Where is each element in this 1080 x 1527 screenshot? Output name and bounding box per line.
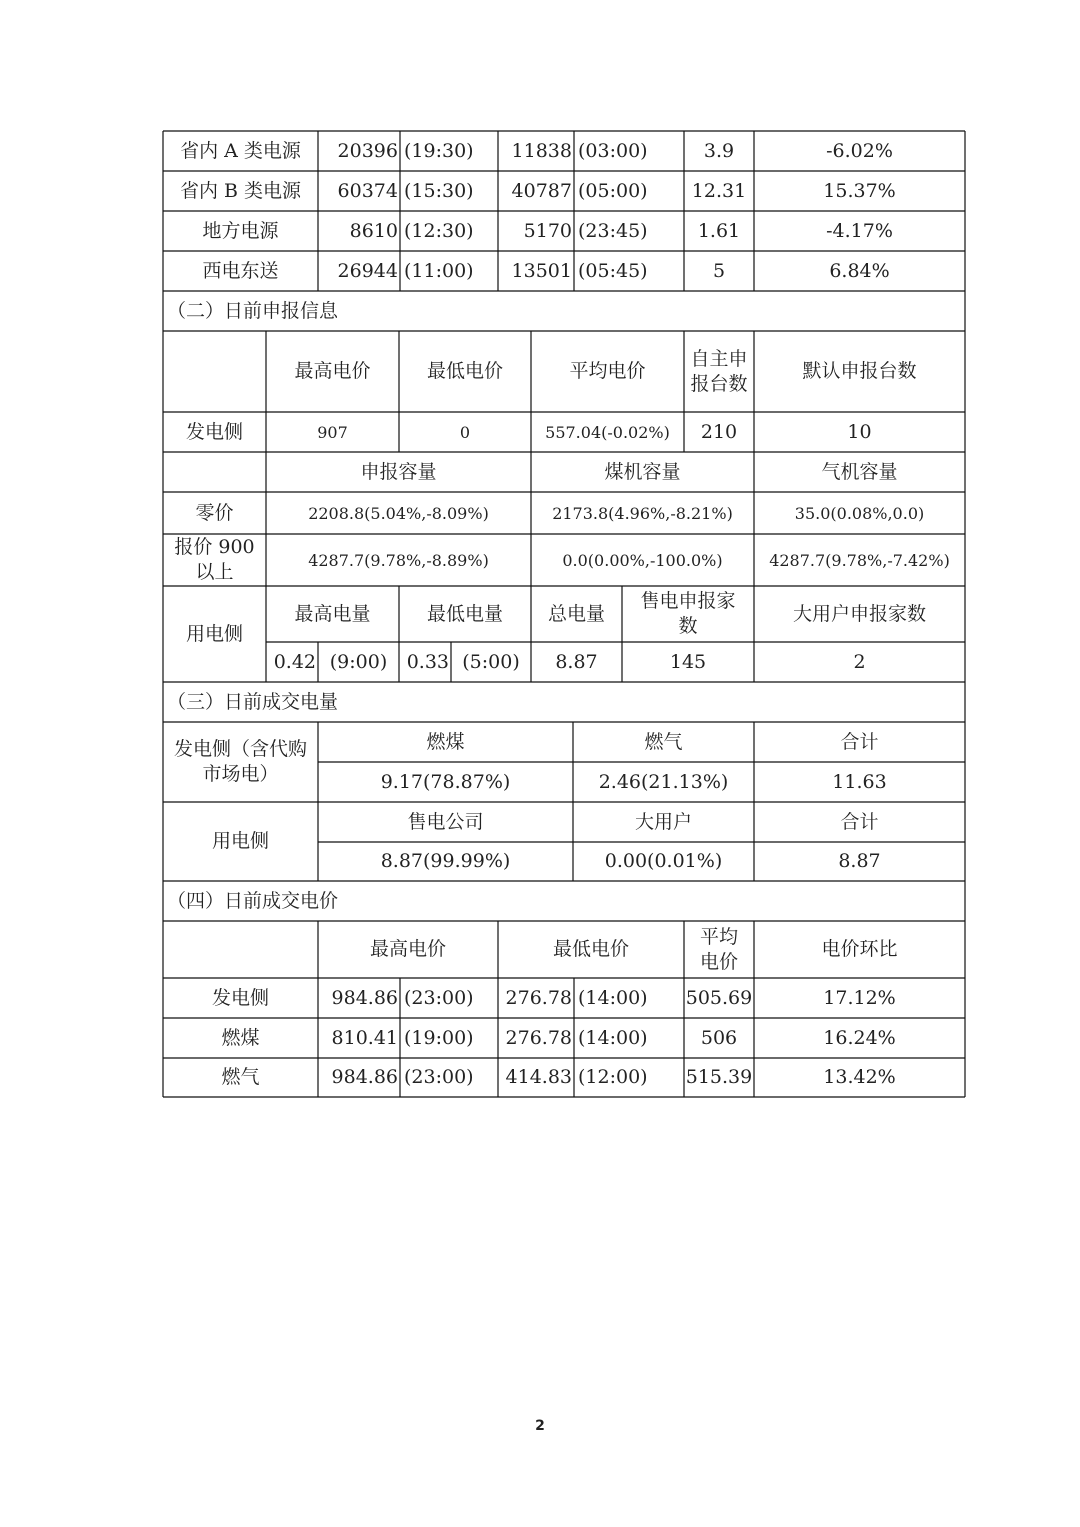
gen-max-price: 907 <box>317 422 348 442</box>
gen-avg-price: 557.04(-0.02%) <box>545 422 670 442</box>
max-value: 8610 <box>349 219 398 242</box>
header-large-user-count: 大用户申报家数 <box>792 602 926 625</box>
change: -6.02% <box>826 139 893 162</box>
above-900-gas: 4287.7(9.78%,-7.42%) <box>769 550 950 570</box>
gen-default-count: 10 <box>847 420 872 443</box>
ratio: 1.61 <box>697 219 741 242</box>
header-min-price: 最低电价 <box>552 938 629 960</box>
header-max-price: 最高电价 <box>294 360 371 382</box>
max-price: 810.41 <box>331 1026 398 1049</box>
gen-coal-value: 9.17(78.87%) <box>380 770 511 793</box>
load-max-time: (9:00) <box>329 650 388 673</box>
header-default-declared: 默认申报台数 <box>802 360 917 382</box>
max-value: 60374 <box>337 179 398 202</box>
min-value: 11838 <box>511 139 572 162</box>
header-min-energy: 最低电量 <box>426 602 503 625</box>
header-min-price: 最低电价 <box>426 360 503 382</box>
header-declared-capacity: 申报容量 <box>360 460 437 483</box>
above-900-declared: 4287.7(9.78%,-8.89%) <box>308 550 489 570</box>
header-retail-company: 售电公司 <box>407 810 484 833</box>
header-total: 合计 <box>840 730 879 753</box>
gen-total-value: 11.63 <box>832 770 887 793</box>
max-time: (23:00) <box>404 1066 474 1088</box>
ratio: 3.9 <box>703 139 735 162</box>
max-value: 26944 <box>337 259 398 282</box>
header-avg-price: 平均电价 <box>699 925 738 973</box>
min-price: 276.78 <box>505 1026 572 1049</box>
avg-price: 515.39 <box>685 1066 753 1088</box>
gen-side-label: 发电侧 <box>185 420 243 443</box>
max-time: (23:00) <box>404 986 474 1009</box>
row-name: 西电东送 <box>202 259 279 282</box>
header-price-change: 电价环比 <box>821 938 898 960</box>
row-name: 省内 A 类电源 <box>180 139 301 162</box>
header-coal-capacity: 煤机容量 <box>604 460 681 483</box>
row-name: 燃气 <box>221 1066 260 1088</box>
min-time: (14:00) <box>578 1026 648 1049</box>
min-time: (03:00) <box>578 139 648 162</box>
ratio: 12.31 <box>691 179 747 202</box>
header-gas: 燃气 <box>644 730 683 753</box>
change: 6.84% <box>829 259 890 282</box>
header-total: 合计 <box>840 810 879 833</box>
ratio: 5 <box>712 259 726 282</box>
load-total: 8.87 <box>555 650 598 673</box>
above-900-label: 报价 900 以上 <box>174 536 255 583</box>
load-retail-count: 145 <box>669 650 707 673</box>
load-min-value: 0.33 <box>406 650 449 673</box>
avg-price: 506 <box>700 1026 738 1049</box>
load-retail-value: 8.87(99.99%) <box>380 850 511 872</box>
zero-price-gas: 35.0(0.08%,0.0) <box>794 503 925 523</box>
row-name: 燃煤 <box>221 1026 260 1049</box>
change: 15.37% <box>823 179 896 202</box>
avg-price: 505.69 <box>685 986 753 1009</box>
price-change: 13.42% <box>823 1066 896 1088</box>
max-time: (11:00) <box>404 259 474 282</box>
row-name: 地方电源 <box>202 219 279 242</box>
load-large-count: 2 <box>853 650 866 673</box>
header-max-energy: 最高电量 <box>294 602 371 625</box>
max-time: (12:30) <box>404 219 474 242</box>
max-value: 20396 <box>337 139 398 162</box>
header-retail-count: 售电申报家数 <box>640 590 736 637</box>
min-price: 414.83 <box>505 1066 572 1088</box>
zero-price-coal: 2173.8(4.96%,-8.21%) <box>552 503 733 523</box>
load-large-value: 0.00(0.01%) <box>604 850 723 872</box>
change: -4.17% <box>826 219 893 242</box>
min-time: (14:00) <box>578 986 648 1009</box>
price-change: 17.12% <box>823 986 896 1009</box>
load-side-label: 用电侧 <box>211 830 269 852</box>
price-change: 16.24% <box>823 1026 896 1049</box>
gen-side-purchase-label: 发电侧（含代购市场电） <box>173 738 307 785</box>
row-name: 省内 B 类电源 <box>179 179 302 202</box>
max-price: 984.86 <box>331 986 398 1009</box>
section-title: （四）日前成交电价 <box>167 889 339 912</box>
max-time: (19:00) <box>404 1026 474 1049</box>
page-number: 2 <box>535 1418 545 1434</box>
header-self-declared: 自主申报台数 <box>690 347 748 395</box>
min-time: (05:45) <box>578 259 648 282</box>
above-900-coal: 0.0(0.00%,-100.0%) <box>562 550 723 570</box>
zero-price-label: 零价 <box>195 501 234 524</box>
gen-gas-value: 2.46(21.13%) <box>598 770 729 793</box>
min-time: (23:45) <box>578 219 648 242</box>
min-value: 40787 <box>511 179 572 202</box>
min-value: 13501 <box>511 259 572 282</box>
min-price: 276.78 <box>505 986 572 1009</box>
load-side-label: 用电侧 <box>185 622 243 645</box>
gen-self-count: 210 <box>700 420 738 443</box>
load-max-value: 0.42 <box>273 650 316 673</box>
min-time: (05:00) <box>578 179 648 202</box>
header-total-energy: 总电量 <box>547 602 605 625</box>
section-title: （三）日前成交电量 <box>167 690 339 713</box>
zero-price-declared: 2208.8(5.04%,-8.09%) <box>308 503 489 523</box>
header-max-price: 最高电价 <box>369 938 446 960</box>
section-title: （二）日前申报信息 <box>167 299 339 322</box>
row-name: 发电侧 <box>211 986 269 1009</box>
load-min-time: (5:00) <box>462 650 520 673</box>
min-time: (12:00) <box>578 1066 648 1088</box>
header-gas-capacity: 气机容量 <box>821 460 898 483</box>
max-time: (19:30) <box>404 139 474 162</box>
header-large-user: 大用户 <box>634 810 692 833</box>
header-coal: 燃煤 <box>426 730 465 753</box>
min-value: 5170 <box>523 219 572 242</box>
load-total-value: 8.87 <box>838 850 881 872</box>
gen-min-price: 0 <box>459 422 471 442</box>
max-time: (15:30) <box>404 179 474 202</box>
header-avg-price: 平均电价 <box>569 360 646 382</box>
max-price: 984.86 <box>331 1066 398 1088</box>
